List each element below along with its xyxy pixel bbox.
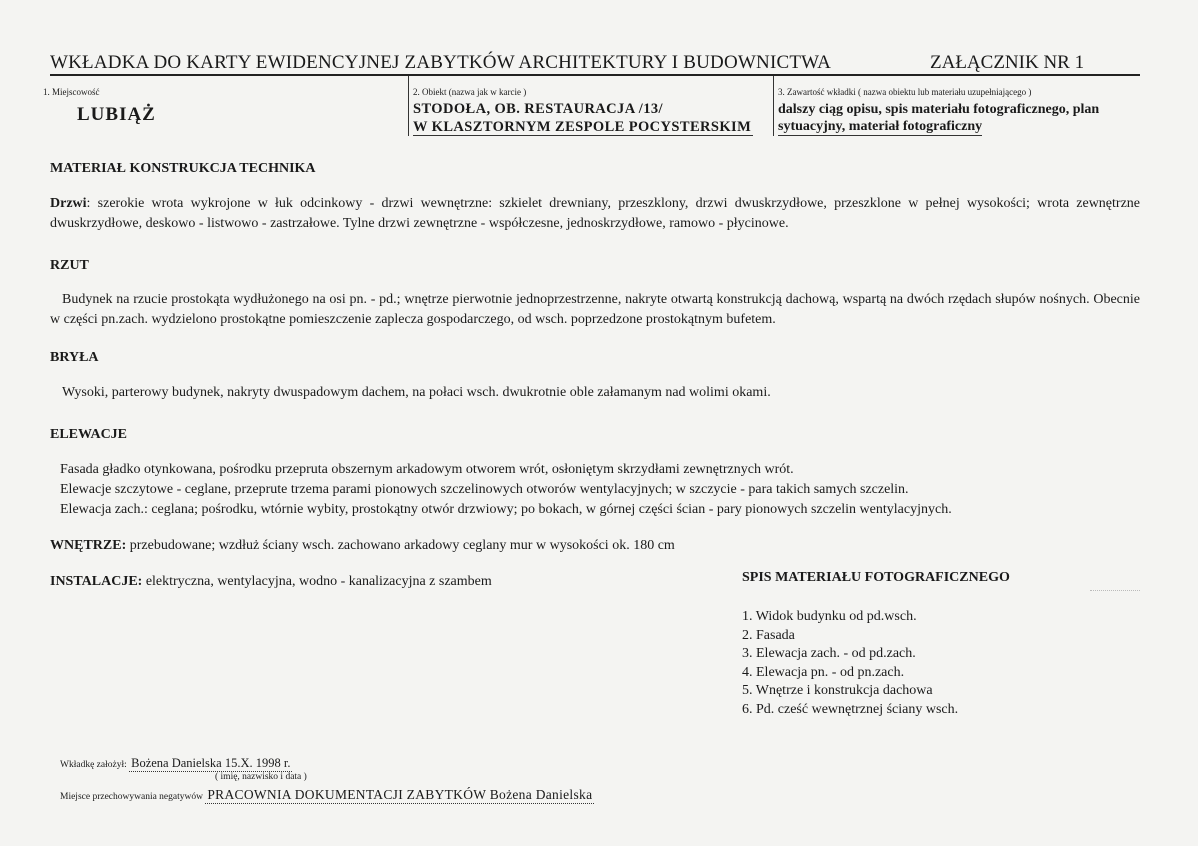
contents-value bbox=[778, 101, 1143, 136]
founded-by-label: Wkładkę założył: bbox=[60, 760, 127, 770]
section-text-material bbox=[50, 194, 1140, 234]
scan-mark bbox=[1090, 590, 1140, 591]
founded-by-value: Bożena Danielska 15.X. 1998 r. bbox=[131, 756, 291, 770]
section-heading-bryla: BRYŁA bbox=[50, 350, 99, 365]
founded-by-row bbox=[60, 756, 292, 772]
object-value bbox=[413, 100, 753, 136]
section-heading-rzut: RZUT bbox=[50, 258, 89, 273]
object-value-line2: W KLASZTORNYM ZESPOLE POCYSTERSKIM bbox=[413, 119, 752, 135]
object-label: 2. Obiekt (nazwa jak w karcie ) bbox=[413, 87, 527, 97]
installations-heading: INSTALACJE: bbox=[50, 574, 143, 589]
elevation-line: Elewacje szczytowe - ceglane, przeprute trzema parami pionowych szczelinowych otworów wentylacyjnych; w szczycie - para takich samych szczelin. bbox=[60, 482, 909, 497]
interior-text: przebudowane; wzdłuż ściany wsch. zachowano arkadowy ceglany mur w wysokości ok. 180 cm bbox=[126, 538, 675, 553]
negatives-storage-label: Miejsce przechowywania negatywów bbox=[60, 792, 203, 802]
photo-list-item: 5. Wnętrze i konstrukcja dachowa bbox=[742, 683, 933, 699]
contents-value-line2: sytuacyjny, materiał fotograficzny bbox=[778, 119, 983, 134]
section-wnetrze bbox=[50, 536, 1140, 556]
contents-field bbox=[773, 76, 1144, 136]
photo-list bbox=[742, 608, 958, 720]
locality-field bbox=[30, 76, 408, 136]
locality-label: 1. Miejscowość bbox=[43, 87, 100, 97]
locality-value: LUBIĄŻ bbox=[77, 104, 156, 125]
contents-label: 3. Zawartość wkładki ( nazwa obiektu lub materiału uzupełniającego ) bbox=[778, 87, 1032, 97]
elevation-line: Elewacja zach.: ceglana; pośrodku, wtórnie wybity, prostokątny otwór drzwiowy; po bokach, w górnej części ścian - pary pionowych szczelin wentylacyjnych. bbox=[60, 502, 952, 517]
document-title: WKŁADKA DO KARTY EWIDENCYJNEJ ZABYTKÓW ARCHITEKTURY I BUDOWNICTWA bbox=[50, 52, 832, 73]
negatives-storage-value: PRACOWNIA DOKUMENTACJI ZABYTKÓW Bożena Danielska bbox=[207, 787, 593, 802]
doors-text: : szerokie wrota wykrojone w łuk odcinkowy - drzwi wewnętrzne: szkielet drewniany, przeszklony, drzwi dwuskrzydłowe, przeszklone w pełnej wysokości; wrota zewnętrzne dwuskrzydłowe, deskowo - listwowo - zastrzałowe. Tylne drzwi zewnętrzne - współczesne, jednoskrzydłowe, ramowo - płycinowe. bbox=[50, 196, 1140, 231]
installations-text: elektryczna, wentylacyjna, wodno - kanalizacyjna z szambem bbox=[142, 574, 492, 589]
title-bar bbox=[50, 52, 1140, 76]
section-text-bryla: Wysoki, parterowy budynek, nakryty dwuspadowym dachem, na połaci wsch. dwukrotnie oble załamanym nad wolimi okami. bbox=[62, 385, 771, 400]
founded-by-note: ( imię, nazwisko i data ) bbox=[215, 772, 307, 782]
elevation-line: Fasada gładko otynkowana, pośrodku przepruta obszernym arkadowym otworem wrót, osłoniętym skrzydłami zewnętrznych wrót. bbox=[60, 462, 794, 477]
annex-number: ZAŁĄCZNIK NR 1 bbox=[930, 52, 1085, 73]
photo-list-item: 1. Widok budynku od pd.wsch. bbox=[742, 609, 917, 624]
photo-list-item: 2. Fasada bbox=[742, 627, 795, 643]
doors-lead: Drzwi bbox=[50, 196, 87, 211]
section-instalacje bbox=[50, 572, 710, 592]
photo-list-item: 6. Pd. cześć wewnętrznej ściany wsch. bbox=[742, 701, 959, 717]
photo-list-item: 4. Elewacja pn. - od pn.zach. bbox=[742, 664, 905, 680]
photo-list-heading: SPIS MATERIAŁU FOTOGRAFICZNEGO bbox=[742, 570, 1010, 585]
section-text-rzut: Budynek na rzucie prostokąta wydłużonego na osi pn. - pd.; wnętrze pierwotnie jednoprzestrzenne, nakryte otwartą konstrukcją dachową, wspartą na dwóch rzędach słupów nośnych. Obecnie w części pn.zach. wydzielono prostokątne pomieszczenie zaplecza gospodarczego, od wsch. poprzedzone prostokątnym bufetem. bbox=[50, 292, 1140, 327]
object-value-line1: STODOŁA, OB. RESTAURACJA /13/ bbox=[413, 101, 663, 117]
negatives-storage-row bbox=[60, 787, 594, 804]
section-heading-elewacje: ELEWACJE bbox=[50, 427, 128, 442]
photo-list-item: 3. Elewacja zach. - od pd.zach. bbox=[742, 646, 916, 662]
section-heading-material: MATERIAŁ KONSTRUKCJA TECHNIKA bbox=[50, 161, 316, 176]
section-text-elewacje bbox=[60, 460, 1150, 520]
contents-value-line1: dalszy ciąg opisu, spis materiału fotograficznego, plan bbox=[778, 102, 1100, 117]
interior-heading: WNĘTRZE: bbox=[50, 538, 127, 553]
object-field bbox=[408, 76, 774, 136]
